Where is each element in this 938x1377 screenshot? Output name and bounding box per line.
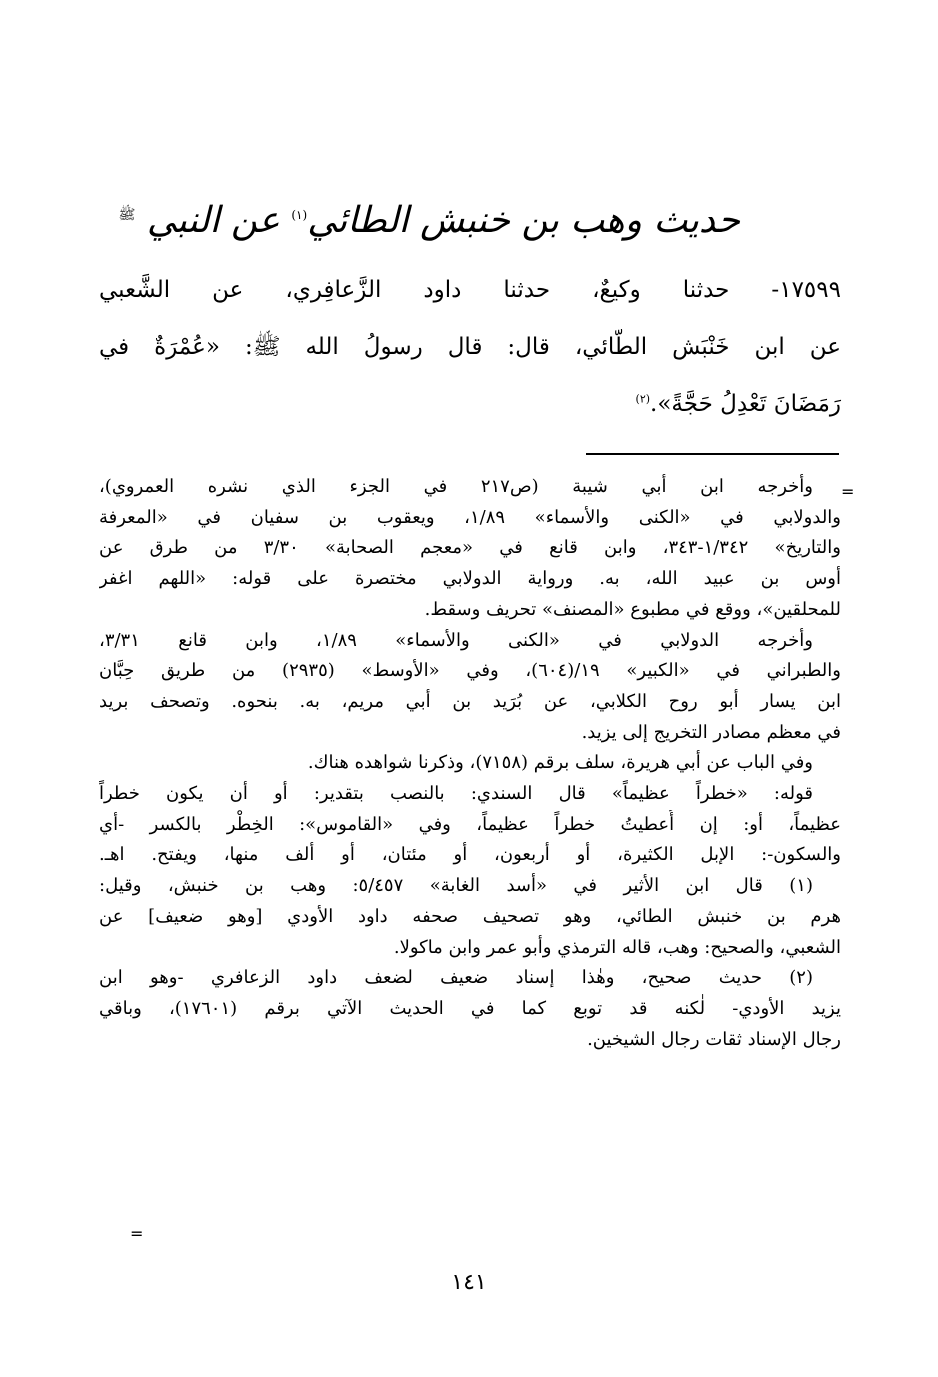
hadith-text [99, 262, 841, 433]
footnote-line: وأخرجه ابن أبي شيبة (ص٢١٧ في الجزء الذي نشره العمروي)، [99, 476, 813, 497]
hadith-note-ref: (٢) [635, 392, 651, 406]
footnote-line: في معظم مصادر التخريج إلى يزيد. [581, 721, 841, 743]
page-number: ١٤١ [451, 1270, 487, 1295]
footnote-line: عظيماً، أو: إن أُعطيتُ خطراً عظيماً، وفي «القاموس»: الخِطْر بالكسر -أي [99, 813, 841, 835]
footnote-line: قوله: «خطراً عظيماً» قال السندي: بالنصب بتقدير: أو أن يكون خطراً [99, 783, 813, 805]
footnote-line: أوس بن عبيد الله، به. ورواية الدولابي مختصرة على قوله: «اللهم اغفر [99, 568, 841, 590]
footnote-line: (٢) حديث صحيح، وهٰذا إسناد ضعيف لضعف داود الزعافري -وهو ابن [99, 967, 813, 989]
footnote-line: للمحلقين»، ووقع في مطبوع «المصنف» تحريف وسقط. [424, 598, 841, 620]
heading-title: حديث وهب بن خنبش الطائي [307, 200, 740, 241]
footnote-line: وفي الباب عن أبي هريرة، سلف برقم (٧١٥٨)، وذكرنا شواهده هناك. [307, 752, 813, 774]
hadith-line-text: رَمَضَانَ تَعْدِلُ حَجَّةً». [650, 391, 841, 417]
footnote-line: (١) قال ابن الأثير في «أسد الغابة» ٥/٤٥٧: وهب بن خنبش، وقيل: [99, 875, 813, 897]
footnote-line: والطبراني في «الكبير» ١٩/(٦٠٤)، وفي «الأوسط» (٢٩٣٥) من طريق حِبَّان [99, 660, 841, 682]
footnote-line: والدولابي في «الكنى والأسماء» ١/٨٩، ويعقوب بن سفيان في «المعرفة [99, 506, 841, 528]
footnote-line: رجال الإسناد ثقات رجال الشيخين. [587, 1028, 841, 1050]
hadith-line: ١٧٥٩٩- حدثنا وكيعٌ، حدثنا داود الزَّعافِري، عن الشَّعبي [99, 277, 841, 303]
footnote-line: ابن يسار أبو روح الكلابي، عن بُرَيد بن أبي مريم، به. بنحوه. وتصحف بريد [99, 690, 841, 712]
footnote-line: هرم بن خنبش الطائي، وهو تصحيف صحفه داود الأودي [وهو ضعيف] عن [99, 905, 841, 927]
footnotes [99, 472, 841, 1055]
footnote-line: والسكون-: الإبل الكثيرة، أو أربعون، أو مئتان، أو ألف منها، ويفتح. اهـ. [99, 844, 841, 866]
chapter-heading [118, 180, 740, 250]
eulogy-glyph: ﷺ [118, 207, 136, 223]
continuation-mark-top: = [841, 482, 855, 501]
footnote-line: الشعبي، والصحيح: وهب، قاله الترمذي وأبو عمر وابن ماكولا. [393, 936, 841, 958]
hadith-line-last [99, 376, 841, 433]
heading-note-ref: (١) [291, 208, 308, 222]
footnote-line: والتاريخ» ١/٣٤٢-٣٤٣، وابن قانع في «معجم الصحابة» ٣/٣٠ من طرق عن [99, 537, 841, 559]
footnote-line: يزيد الأودي- لٰكنه قد توبع كما في الحديث الآتي برقم (١٧٦٠١)، وباقي [99, 997, 841, 1019]
hadith-line: عن ابن خَنْبَش الطّائي، قال: قال رسولُ الله ﷺ: «عُمْرَةٌ في [99, 334, 841, 360]
footnote-separator [586, 453, 839, 455]
footnote-line: وأخرجه الدولابي في «الكنى والأسماء» ١/٨٩، وابن قانع ٣/٣١، [99, 629, 813, 651]
heading-title-tail: عن النبي [146, 200, 280, 241]
continuation-mark-bottom: = [130, 1224, 144, 1243]
